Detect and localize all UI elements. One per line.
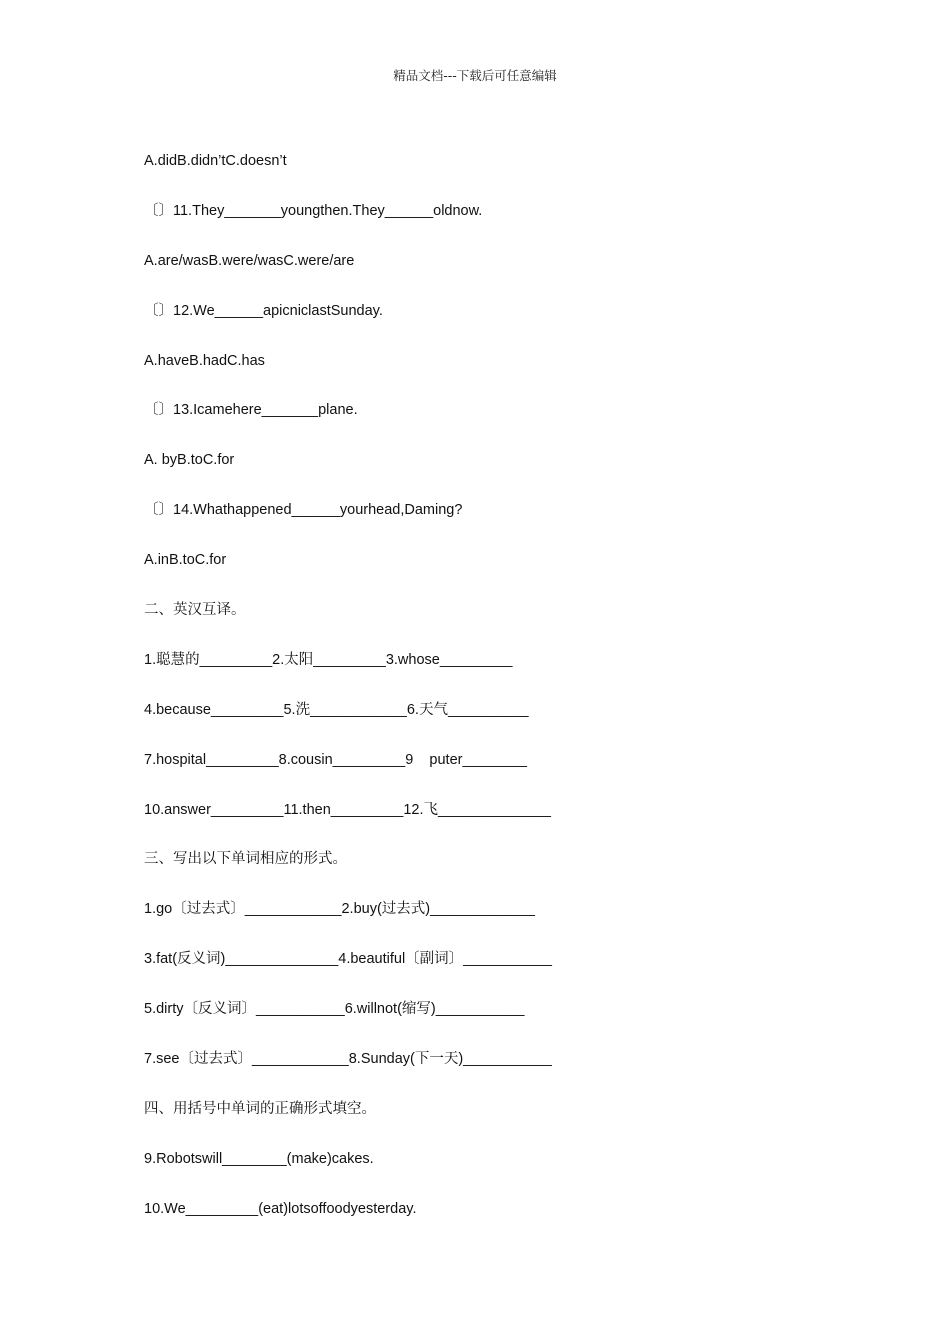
page-header: 精品文档---下载后可任意编辑 bbox=[393, 68, 557, 83]
word-form-line: 5.dirty〔反义词〕___________6.willnot(缩写)___________ bbox=[144, 1001, 525, 1018]
options-line: A.haveB.hadC.has bbox=[144, 352, 265, 369]
options-line: A.are/wasB.were/wasC.were/are bbox=[144, 252, 355, 269]
fill-blank-line: 9.Robotswill________(make)cakes. bbox=[144, 1150, 374, 1167]
question-11: 〔〕11.They_______youngthen.They______oldnow. bbox=[144, 202, 483, 219]
word-form-line: 7.see〔过去式〕____________8.Sunday(下一天)___________ bbox=[144, 1051, 552, 1068]
options-line: A.inB.toC.for bbox=[144, 552, 227, 569]
section-heading-3: 三、写出以下单词相应的形式。 bbox=[144, 851, 347, 868]
word-form-line: 3.fat(反义词)______________4.beautiful〔副词〕___________ bbox=[144, 951, 552, 968]
question-14: 〔〕14.Whathappened______yourhead,Daming? bbox=[144, 502, 463, 519]
section-heading-4: 四、用括号中单词的正确形式填空。 bbox=[144, 1100, 376, 1117]
options-line: A.didB.didn’tC.doesn’t bbox=[144, 153, 287, 169]
section-heading-2: 二、英汉互译。 bbox=[144, 602, 246, 619]
word-form-line: 1.go〔过去式〕____________2.buy(过去式)_____________ bbox=[144, 901, 535, 918]
options-line: A. byB.toC.for bbox=[144, 452, 235, 469]
translation-line: 10.answer_________11.then_________12.飞______________ bbox=[144, 801, 551, 818]
translation-line: 4.because_________5.洗____________6.天气__________ bbox=[144, 701, 529, 718]
question-12: 〔〕12.We______apicniclastSunday. bbox=[144, 302, 383, 319]
translation-line: 1.聪慧的_________2.太阳_________3.whose_________ bbox=[144, 651, 513, 668]
question-13: 〔〕13.Icamehere_______plane. bbox=[144, 402, 358, 419]
document-body bbox=[144, 150, 864, 1248]
translation-line: 7.hospital_________8.cousin_________9 puter________ bbox=[144, 751, 527, 768]
fill-blank-line: 10.We_________(eat)lotsoffoodyesterday. bbox=[144, 1200, 417, 1217]
